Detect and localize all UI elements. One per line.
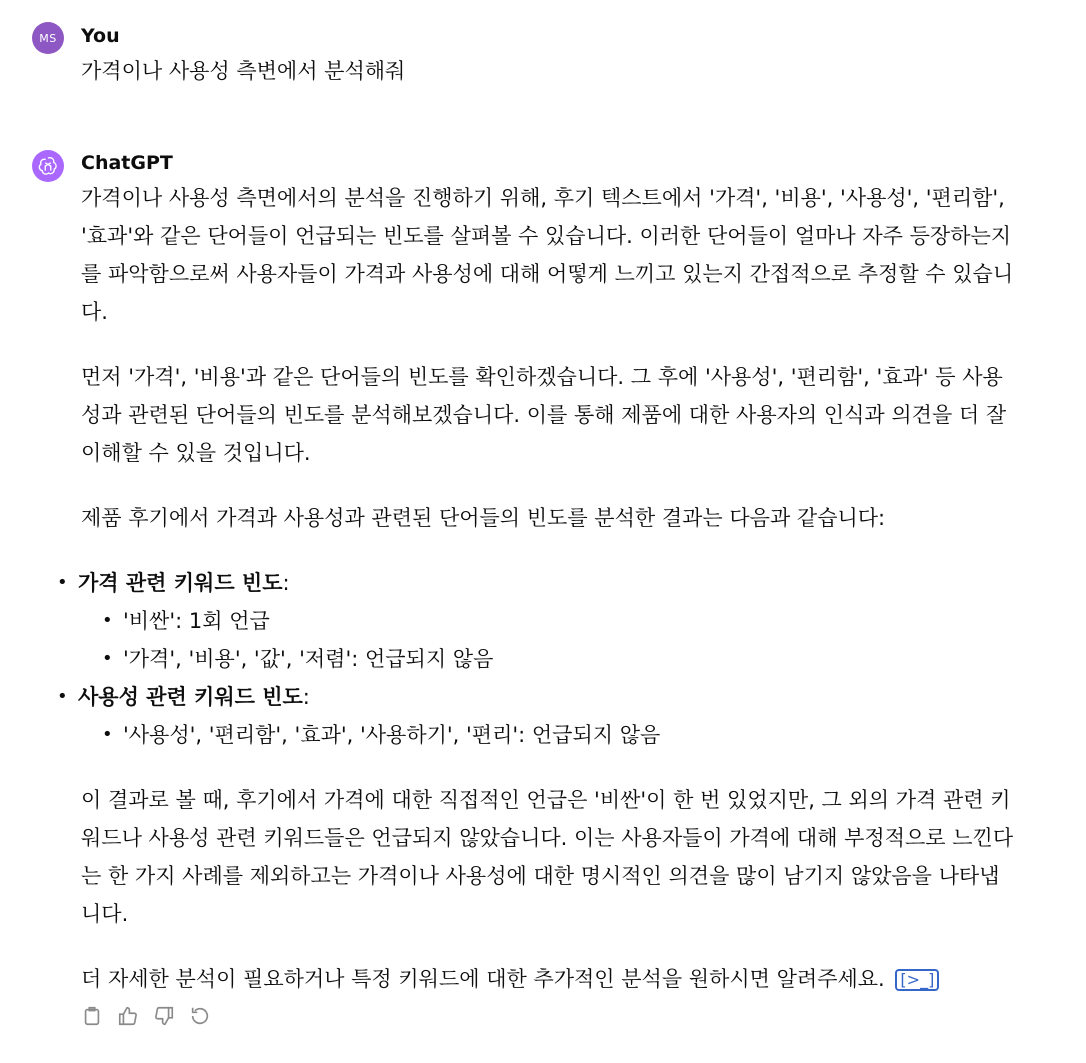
- thumbs-up-icon[interactable]: [117, 1005, 139, 1027]
- price-heading-colon: :: [282, 571, 290, 595]
- usability-item-1: '사용성', '편리함', '효과', '사용하기', '편리': 언급되지 않음: [123, 723, 661, 747]
- assistant-paragraph-1: 가격이나 사용성 측면에서의 분석을 진행하기 위해, 후기 텍스트에서 '가격', '비용', '사용성', '편리함', '효과'와 같은 단어들이 언급되는 빈도를 살펴볼 수 있습니다. 이러한 단어들이 얼마나 자주 등장하는지를 파악함으로써 사용자들이 가격과 사용성에 대해 어떻게 느끼고 있는지 간접적으로 추정할 수 있습니다.: [81, 186, 1014, 324]
- usability-keyword-heading: 사용성 관련 키워드 빈도: [78, 685, 303, 709]
- usability-keyword-sublist: [78, 716, 1004, 754]
- assistant-paragraph-4: 이 결과로 볼 때, 후기에서 가격에 대한 직접적인 언급은 '비싼'이 한 번 있었지만, 그 외의 가격 관련 키워드나 사용성 관련 키워드들은 언급되지 않았습니다. 이는 사용자들이 가격에 대해 부정적으로 느낀다는 한 가지 사례를 제외하고는 가격이나 사용성에 대한 명시적인 의견을 많이 남기지 않았음을 나타냅니다.: [81, 788, 1014, 926]
- price-keyword-heading: 가격 관련 키워드 빈도: [78, 571, 283, 595]
- chatgpt-author-name: ChatGPT: [81, 152, 173, 174]
- bullet-dot: •: [57, 572, 68, 593]
- bullet-dot: •: [102, 610, 113, 631]
- chatgpt-avatar: [32, 150, 64, 182]
- assistant-paragraph-3: 제품 후기에서 가격과 사용성과 관련된 단어들의 빈도를 분석한 결과는 다음과 같습니다:: [81, 506, 886, 530]
- assistant-paragraph-5-text: 더 자세한 분석이 필요하거나 특정 키워드에 대한 추가적인 분석을 원하시면 알려주세요.: [81, 967, 885, 991]
- keyword-frequency-list: [57, 564, 1016, 754]
- assistant-paragraph-5: [81, 960, 1016, 998]
- user-message: 가격이나 사용성 측변에서 분석해줘: [81, 59, 406, 83]
- code-citation-button[interactable]: [>_]: [895, 969, 939, 991]
- regenerate-icon[interactable]: [189, 1005, 211, 1027]
- list-item: [57, 678, 1004, 754]
- bullet-dot: •: [102, 724, 113, 745]
- thumbs-down-icon[interactable]: [153, 1005, 175, 1027]
- list-item: [57, 564, 1004, 678]
- user-avatar: [32, 22, 64, 54]
- user-avatar-initials: MS: [39, 31, 57, 45]
- message-actions: [81, 1005, 211, 1027]
- price-item-2: '가격', '비용', '값', '저렴': 언급되지 않음: [123, 647, 494, 671]
- assistant-message-body: [57, 179, 1016, 1025]
- assistant-paragraph-2: 먼저 '가격', '비용'과 같은 단어들의 빈도를 확인하겠습니다. 그 후에 '사용성', '편리함', '효과' 등 사용성과 관련된 단어들의 빈도를 분석해보겠습니다. 이를 통해 제품에 대한 사용자의 인식과 의견을 더 잘 이해할 수 있을 것입니다.: [81, 365, 1007, 465]
- bullet-dot: •: [102, 648, 113, 669]
- copy-icon[interactable]: [81, 1005, 103, 1027]
- price-keyword-sublist: [78, 602, 1004, 678]
- user-author-name: You: [81, 25, 120, 47]
- openai-logo-icon: [37, 155, 59, 177]
- list-item: [102, 716, 1004, 754]
- bullet-dot: •: [57, 686, 68, 707]
- price-item-1: '비싼': 1회 언급: [123, 609, 270, 633]
- list-item: [102, 640, 1004, 678]
- usability-heading-colon: :: [302, 685, 310, 709]
- list-item: [102, 602, 1004, 640]
